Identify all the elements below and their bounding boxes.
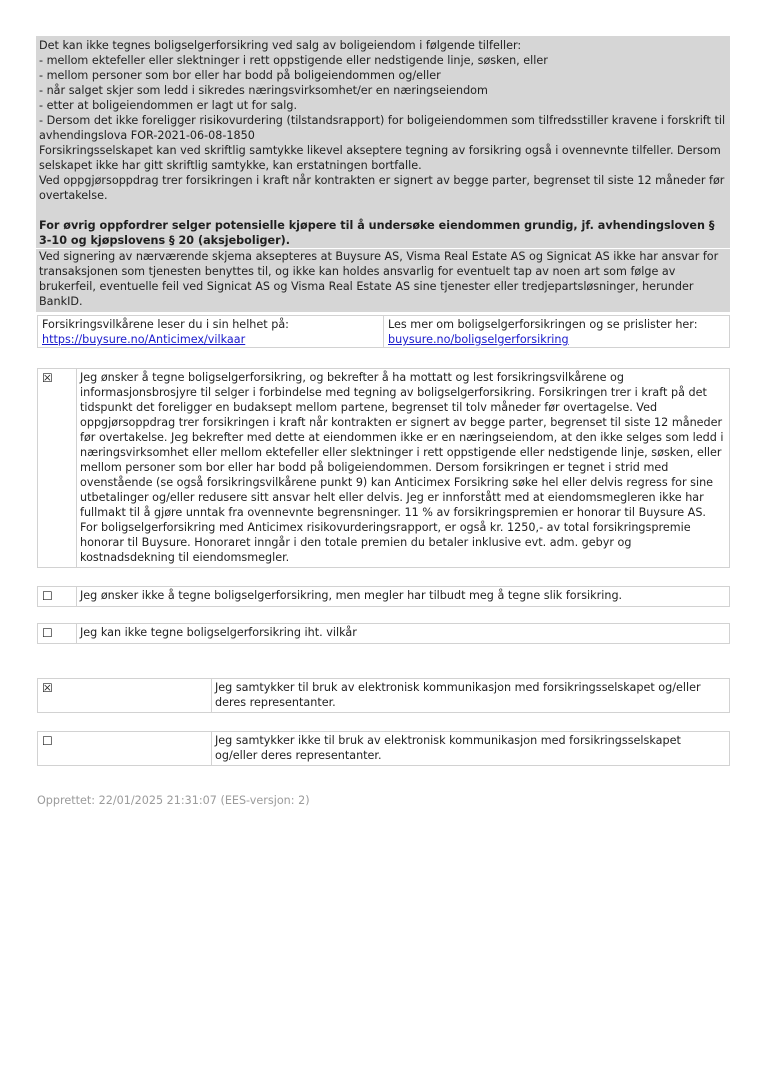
info-label: Les mer om boligselgerforsikringen og se prislister her: bbox=[388, 318, 698, 331]
insurance-ineligible-row bbox=[37, 623, 730, 644]
exclusion-item: - etter at boligeiendommen er lagt ut for salg. bbox=[39, 99, 298, 112]
insurance-accept-text: Jeg ønsker å tegne boligselgerforsikring, og bekrefter å ha mottatt og lest forsikringsvilkårene og informasjonsbrosjyre til selger i forbindelse med tegning av boligselgerforsikring. Forsikringen trer i kraft på det tidspunkt det foreligger en budaksept mellom partene, begrenset til tolv måneder før overtagelse. Ved oppgjørsoppdrag trer forsikringen i kraft når kontrakten er signert av begge parter, begrenset til siste 12 måneder før overtakelse. Jeg bekrefter med dette at eiendommen ikke er en næringseiendom, at den ikke selges som ledd i næringsvirksomhet eller mellom ektefeller eller slektninger i rett oppstigende eller nedstigende linje, søsken, eller mellom personer som bor eller har bodd på boligeiendommen. Dersom forsikringen er tegnet i strid med ovenstående (se også forsikringsvilkårene punkt 9) kan Anticimex Forsikring søke hel eller delvis regress for sine utbetalinger og/eller redusere sitt ansvar helt eller delvis. Jeg er innforstått med at eiendomsmegleren ikke har fullmakt til å gjøre unntak fra ovennevnte begrensninger. 11 % av forsikringspremien er honorar til Buysure AS. For boligselgerforsikring med Anticimex risikovurderingsrapport, er også kr. 1250,- av total forsikringspremie honorar til Buysure. Honoraret inngår i den totale premien du betaler inklusive evt. adm. gebyr og kostnadsdekning til eiendomsmegler. bbox=[80, 371, 724, 564]
e-communication-refusal-text: Jeg samtykker ikke til bruk av elektronisk kommunikasjon med forsikringsselskapet og/eller deres representanter. bbox=[215, 734, 681, 762]
signing-disclaimer: Ved signering av nærværende skjema aksepteres at Buysure AS, Visma Real Estate AS og Signicat AS ikke har ansvar for transaksjonen som tjenesten benyttes til, og ikke kan holdes ansvarlig for eventuelt tap av noen art som følge av brukerfeil, eventuelle feil ved Signicat AS og Visma Real Estate AS sine tjenester eller tredjepartsløsninger, herunder BankID. bbox=[36, 248, 730, 309]
insurance-ineligible-text: Jeg kan ikke tegne boligselgerforsikring iht. vilkår bbox=[80, 626, 357, 639]
settlement-note: Ved oppgjørsoppdrag trer forsikringen i kraft når kontrakten er signert av begge parter, begrenset til siste 12 måneder før overtakelse. bbox=[39, 174, 725, 202]
e-communication-refusal-row bbox=[37, 731, 730, 766]
insurance-decline-checkbox[interactable]: ☐ bbox=[38, 587, 77, 606]
terms-label: Forsikringsvilkårene leser du i sin helhet på: bbox=[42, 318, 289, 331]
exclusion-item: - mellom ektefeller eller slektninger i rett oppstigende eller nedstigende linje, søsken, eller bbox=[39, 54, 548, 67]
e-communication-consent-row bbox=[37, 678, 730, 713]
insurance-decline-text: Jeg ønsker ikke å tegne boligselgerforsikring, men megler har tilbudt meg å tegne slik forsikring. bbox=[80, 589, 623, 602]
created-timestamp: Opprettet: 22/01/2025 21:31:07 (EES-versjon: 2) bbox=[37, 794, 310, 807]
consent-note: Forsikringsselskapet kan ved skriftlig samtykke likevel akseptere tegning av forsikring også i ovennevnte tilfeller. Dersom selskapet ikke har gitt skriftlig samtykke, kan erstatningen bortfalle. bbox=[39, 144, 721, 172]
terms-cell bbox=[38, 316, 383, 347]
terms-link[interactable]: https://buysure.no/Anticimex/vilkaar bbox=[42, 333, 246, 346]
links-table bbox=[37, 315, 730, 348]
e-communication-consent-text: Jeg samtykker til bruk av elektronisk kommunikasjon med forsikringsselskapet og/eller deres representanter. bbox=[215, 681, 701, 709]
e-communication-consent-checkbox[interactable]: ☒ bbox=[38, 679, 212, 712]
insurance-ineligible-checkbox[interactable]: ☐ bbox=[38, 624, 77, 643]
insurance-accept-row bbox=[37, 368, 730, 568]
e-communication-refusal-checkbox[interactable]: ☐ bbox=[38, 732, 212, 765]
exclusion-item: - Dersom det ikke foreligger risikovurdering (tilstandsrapport) for boligeiendommen som tilfredsstiller kravene i forskrift til avhendingslova FOR-2021-06-08-1850 bbox=[39, 114, 726, 142]
exclusions-box bbox=[36, 36, 730, 312]
insurance-decline-row bbox=[37, 586, 730, 607]
exclusion-item: - mellom personer som bor eller har bodd på boligeiendommen og/eller bbox=[39, 69, 441, 82]
inspection-note: For øvrig oppfordrer selger potensielle kjøpere til å undersøke eiendommen grundig, jf. avhendingsloven § 3-10 og kjøpslovens § 20 (aksjeboliger). bbox=[39, 219, 715, 247]
insurance-accept-checkbox[interactable]: ☒ bbox=[38, 369, 77, 567]
exclusion-item: - når salget skjer som ledd i sikredes næringsvirksomhet/er en næringseiendom bbox=[39, 84, 488, 97]
info-link[interactable]: buysure.no/boligselgerforsikring bbox=[388, 333, 569, 346]
exclusions-intro: Det kan ikke tegnes boligselgerforsikring ved salg av boligeiendom i følgende tilfeller: bbox=[39, 39, 522, 52]
info-cell bbox=[383, 316, 729, 347]
